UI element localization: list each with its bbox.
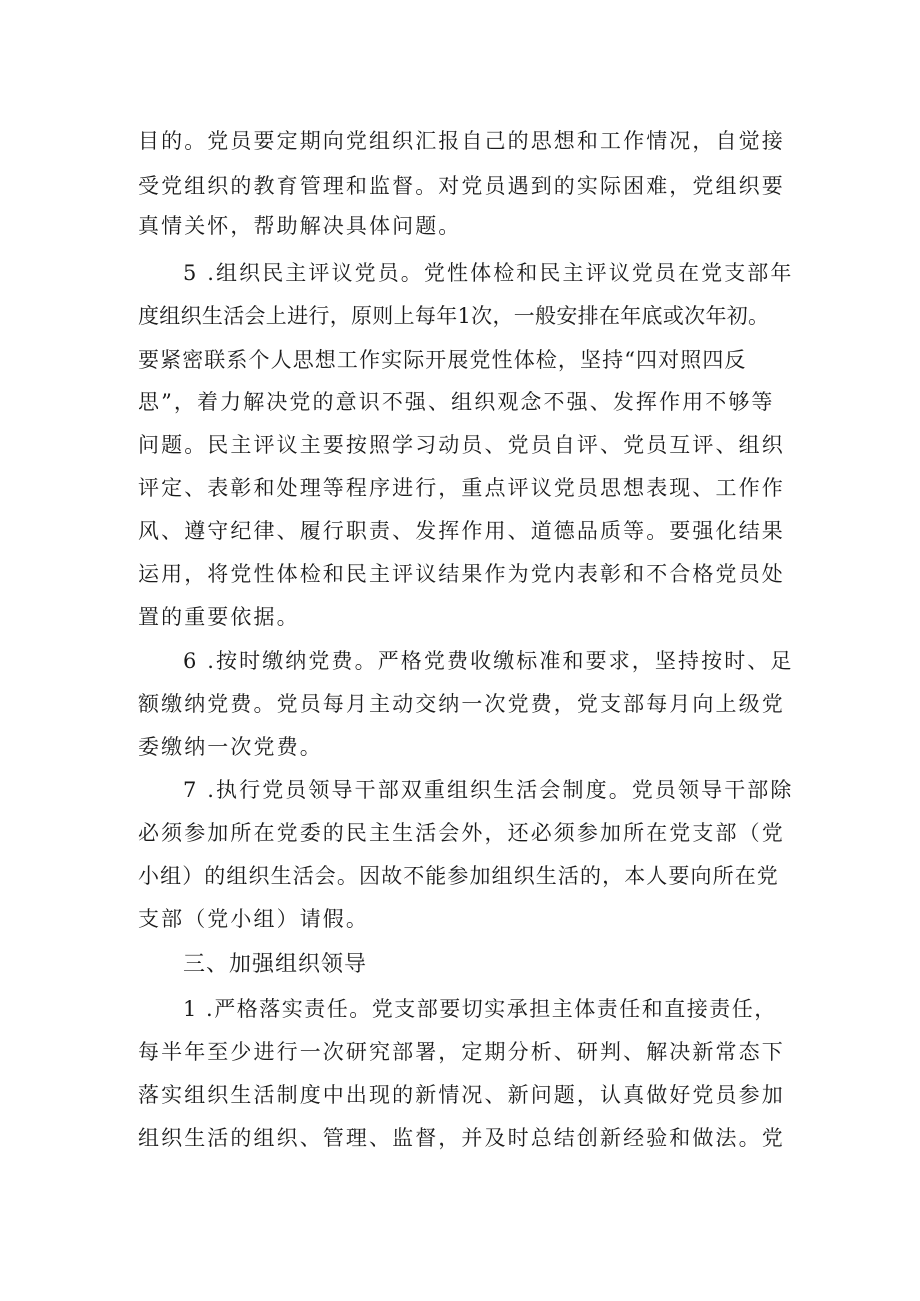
text-line: 运用，将党性体检和民主评议结果作为党内表彰和不合格党员处 — [138, 562, 785, 586]
text-line: 组织生活的组织、管理、监督，并及时总结创新经验和做法。党 — [138, 1126, 785, 1150]
text-line: 小组）的组织生活会。因故不能参加组织生活的，本人要向所在党 — [138, 864, 779, 888]
text-line: 评定、表彰和处理等程序进行，重点评议党员思想表现、工作作 — [138, 476, 785, 500]
text-line: 真情关怀，帮助解决具体问题。 — [138, 214, 462, 238]
text-line: 思”，着力解决党的意识不强、组织观念不强、发挥作用不够等 — [138, 390, 775, 414]
paragraph-1-title-line: 1 .严格落实责任。党支部要切实承担主体责任和直接责任， — [183, 997, 777, 1021]
paragraph-7-title-line: 7 .执行党员领导干部双重组织生活会制度。党员领导干部除 — [183, 778, 794, 802]
text-line: 度组织生活会上进行，原则上每年1次，一般安排在年底或次年初。 — [138, 304, 770, 328]
text-line: 受党组织的教育管理和监督。对党员遇到的实际困难，党组织要 — [138, 174, 785, 198]
text-line: 目的。党员要定期向党组织汇报自己的思想和工作情况，自觉接 — [138, 129, 785, 153]
text-line: 风、遵守纪律、履行职责、发挥作用、道德品质等。要强化结果 — [138, 519, 785, 543]
section-heading: 三、加强组织领导 — [183, 952, 368, 977]
text-line: 支部（党小组）请假。 — [138, 907, 369, 931]
text-line: 每半年至少进行一次研究部署，定期分析、研判、解决新常态下 — [138, 1040, 785, 1064]
text-line: 要紧密联系个人思想工作实际开展党性体检，坚持“四对照四反 — [138, 348, 747, 372]
text-line: 额缴纳党费。党员每月主动交纳一次党费，党支部每月向上级党 — [138, 692, 785, 716]
paragraph-5-title-line: 5 .组织民主评议党员。党性体检和民主评议党员在党支部年 — [183, 261, 794, 285]
text-line: 问题。民主评议主要按照学习动员、党员自评、党员互评、组织 — [138, 433, 785, 457]
text-line: 委缴纳一次党费。 — [138, 735, 323, 759]
paragraph-6-title-line: 6 .按时缴纳党费。严格党费收缴标准和要求，坚持按时、足 — [183, 649, 794, 673]
text-line: 必须参加所在党委的民主生活会外，还必须参加所在党支部（党 — [138, 821, 785, 845]
text-line: 落实组织生活制度中出现的新情况、新问题，认真做好党员参加 — [138, 1083, 785, 1107]
text-line: 置的重要依据。 — [138, 605, 300, 629]
